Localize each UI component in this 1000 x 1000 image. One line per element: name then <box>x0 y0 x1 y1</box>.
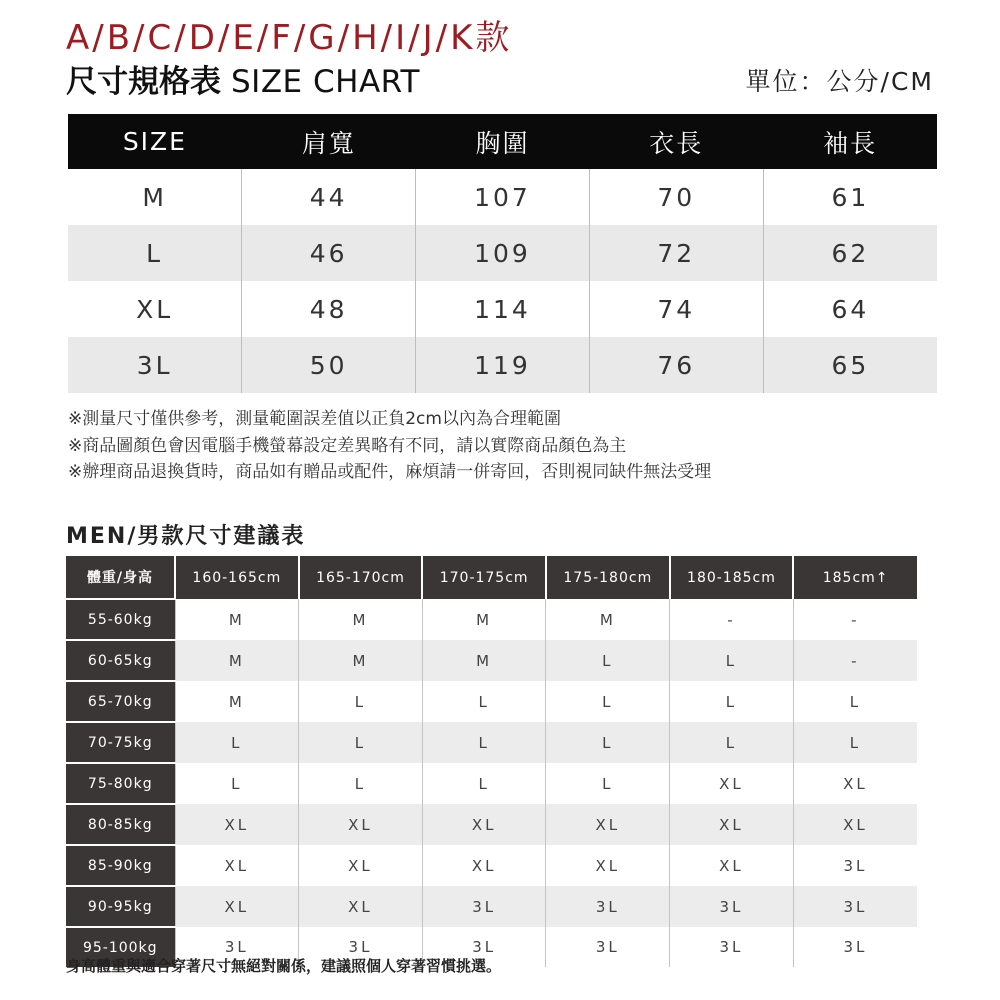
weight-label: 65-70kg <box>66 681 175 722</box>
table-cell: 3L <box>670 927 794 967</box>
height-header: 180-185cm <box>670 556 794 599</box>
table-cell: - <box>793 599 917 640</box>
table-cell: 64 <box>763 281 937 337</box>
table-cell: 46 <box>242 225 416 281</box>
page-title-en: SIZE CHART <box>231 64 420 100</box>
table-cell: L <box>299 722 423 763</box>
table-cell: L <box>670 640 794 681</box>
recommendation-header-row <box>66 556 917 599</box>
table-cell: 3L <box>793 845 917 886</box>
table-cell: L <box>422 681 546 722</box>
height-header: 185cm↑ <box>793 556 917 599</box>
height-header: 165-170cm <box>299 556 423 599</box>
size-chart-header: 衣長 <box>589 114 763 169</box>
table-cell: XL <box>299 845 423 886</box>
table-row <box>68 225 937 281</box>
table-cell: XL <box>136 294 174 324</box>
table-cell: - <box>793 640 917 681</box>
weight-label: 90-95kg <box>66 886 175 927</box>
table-cell: 62 <box>763 225 937 281</box>
table-cell: 3L <box>793 927 917 967</box>
table-cell: L <box>299 681 423 722</box>
corner-label: 體重/身高 <box>66 556 175 599</box>
table-cell: XL <box>175 804 299 845</box>
page-title <box>66 60 420 104</box>
note-item: ※辦理商品退換貨時，商品如有贈品或配件，麻煩請一併寄回，否則視同缺件無法受理 <box>68 462 712 482</box>
table-cell: 3L <box>422 927 546 967</box>
table-cell: M <box>142 182 167 212</box>
table-cell: XL <box>670 845 794 886</box>
table-cell: L <box>793 722 917 763</box>
height-header: 175-180cm <box>546 556 670 599</box>
table-cell: M <box>175 599 299 640</box>
table-cell: 3L <box>670 886 794 927</box>
size-recommendation-table <box>66 556 917 967</box>
table-cell: M <box>299 640 423 681</box>
table-cell: 61 <box>763 169 937 225</box>
table-cell: L <box>670 722 794 763</box>
table-cell: 114 <box>416 281 590 337</box>
table-cell: L <box>299 763 423 804</box>
table-cell: L <box>422 722 546 763</box>
weight-label: 70-75kg <box>66 722 175 763</box>
table-cell: M <box>299 599 423 640</box>
table-cell: L <box>175 722 299 763</box>
table-cell: 3L <box>546 886 670 927</box>
table-cell: 3L <box>546 927 670 967</box>
table-cell: 3L <box>175 927 299 967</box>
table-cell: XL <box>546 845 670 886</box>
table-row <box>68 281 937 337</box>
table-cell: 44 <box>242 169 416 225</box>
table-cell: L <box>793 681 917 722</box>
size-chart-header: 肩寬 <box>242 114 416 169</box>
table-cell: L <box>546 763 670 804</box>
measurement-notes <box>68 406 711 486</box>
table-cell: 65 <box>763 337 937 393</box>
table-cell: L <box>546 722 670 763</box>
note-item: ※商品圖顏色會因電腦手機螢幕設定差異略有不同，請以實際商品顏色為主 <box>68 435 627 456</box>
table-cell: XL <box>422 845 546 886</box>
table-cell: L <box>546 640 670 681</box>
size-chart-table <box>68 114 937 393</box>
table-cell: XL <box>670 763 794 804</box>
table-cell: L <box>175 763 299 804</box>
table-row <box>68 169 937 225</box>
size-chart-header-row <box>68 114 937 169</box>
model-list-title: A/B/C/D/E/F/G/H/I/J/K款 <box>66 18 513 58</box>
table-row <box>66 722 917 763</box>
note-item: ※測量尺寸僅供參考，測量範圍誤差值以正負2cm以內為合理範圍 <box>68 409 561 429</box>
size-chart-header: 袖長 <box>763 114 937 169</box>
table-cell: M <box>422 599 546 640</box>
table-cell: 3L <box>793 886 917 927</box>
table-cell: M <box>175 681 299 722</box>
table-cell: M <box>175 640 299 681</box>
table-cell: XL <box>422 804 546 845</box>
table-cell: 48 <box>242 281 416 337</box>
weight-label: 60-65kg <box>66 640 175 681</box>
weight-label: 75-80kg <box>66 763 175 804</box>
table-cell: 3L <box>422 886 546 927</box>
table-row <box>66 886 917 927</box>
recommendation-title: MEN/男款尺寸建議表 <box>66 524 306 549</box>
table-cell: L <box>422 763 546 804</box>
table-cell: XL <box>670 804 794 845</box>
table-cell: 76 <box>589 337 763 393</box>
table-row <box>66 845 917 886</box>
table-cell: XL <box>175 845 299 886</box>
table-row <box>66 640 917 681</box>
weight-label: 55-60kg <box>66 599 175 640</box>
table-cell: 70 <box>589 169 763 225</box>
table-cell: XL <box>793 763 917 804</box>
page-title-cn: 尺寸規格表 <box>66 64 221 100</box>
table-cell: XL <box>299 804 423 845</box>
table-row <box>66 681 917 722</box>
table-cell: XL <box>299 886 423 927</box>
height-header: 170-175cm <box>422 556 546 599</box>
table-cell: 107 <box>416 169 590 225</box>
table-cell: L <box>670 681 794 722</box>
unit-label: 單位：公分/CM <box>745 67 934 96</box>
table-cell: 72 <box>589 225 763 281</box>
height-header: 160-165cm <box>175 556 299 599</box>
table-row <box>66 804 917 845</box>
table-row <box>66 763 917 804</box>
table-cell: L <box>546 681 670 722</box>
table-cell: XL <box>793 804 917 845</box>
size-chart-header: 胸圍 <box>416 114 590 169</box>
table-cell: XL <box>546 804 670 845</box>
table-cell: M <box>546 599 670 640</box>
table-cell: 74 <box>589 281 763 337</box>
table-cell: 3L <box>68 337 242 393</box>
weight-label: 85-90kg <box>66 845 175 886</box>
table-cell: L <box>68 225 242 281</box>
table-row <box>66 599 917 640</box>
weight-label: 95-100kg <box>66 927 175 967</box>
table-cell: 50 <box>242 337 416 393</box>
table-cell: XL <box>175 886 299 927</box>
table-cell: M <box>422 640 546 681</box>
table-cell: 109 <box>416 225 590 281</box>
size-chart-header: SIZE <box>68 114 242 169</box>
table-cell: - <box>670 599 794 640</box>
weight-label: 80-85kg <box>66 804 175 845</box>
table-cell: 3L <box>299 927 423 967</box>
table-cell: 119 <box>416 337 590 393</box>
table-row <box>68 337 937 393</box>
footer-note: 身高體重與適合穿著尺寸無絕對關係，建議照個人穿著習慣挑選。 <box>66 957 502 975</box>
